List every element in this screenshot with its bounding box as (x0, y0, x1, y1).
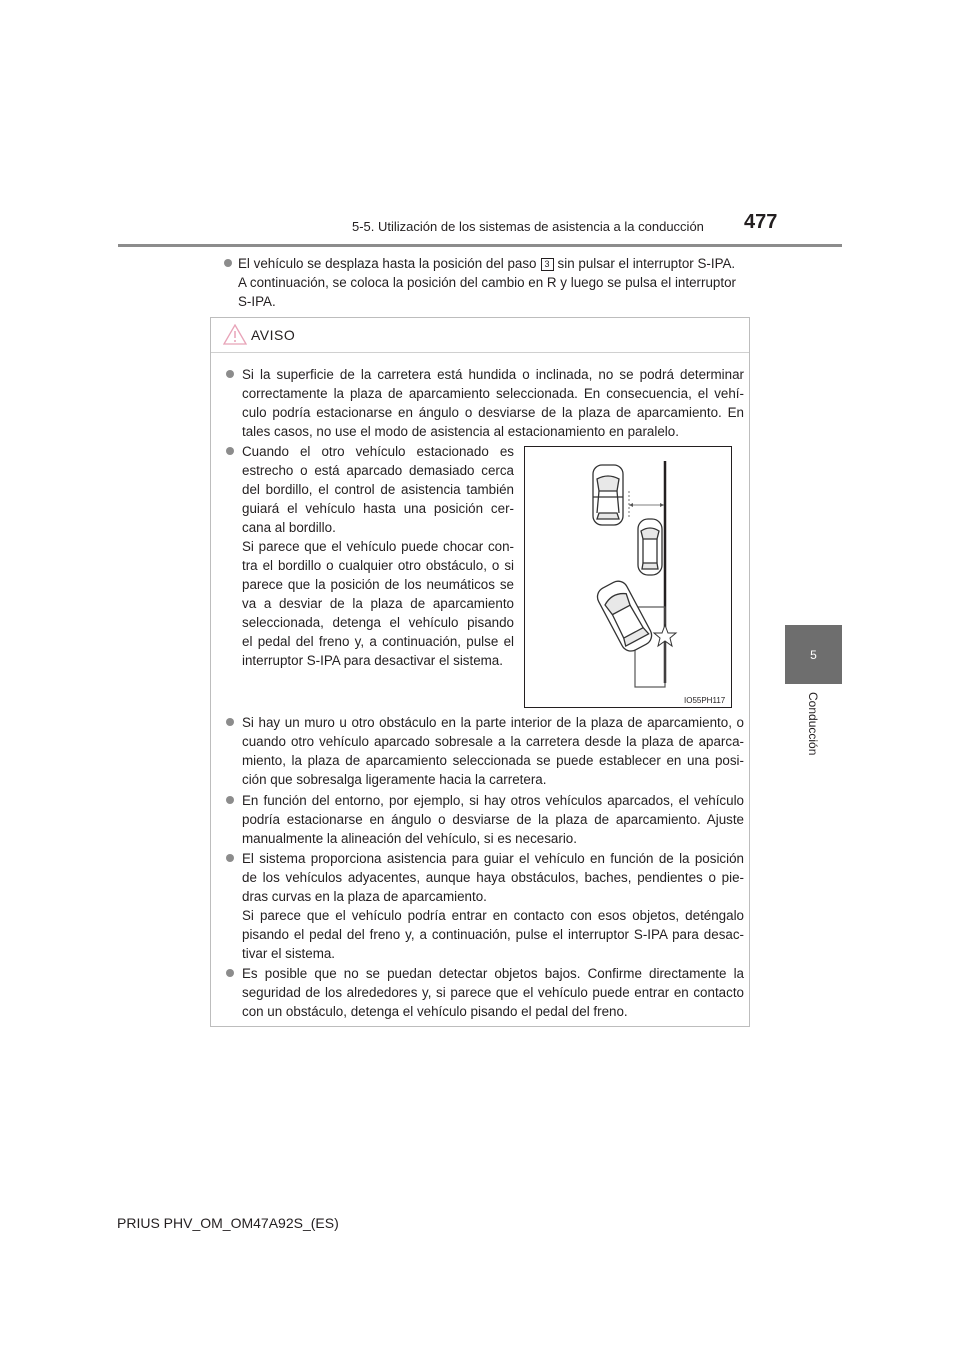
bullet-icon (226, 370, 234, 378)
warning-item-4 (226, 791, 744, 848)
step-number-badge: 3 (541, 258, 554, 271)
intro-line1 (238, 256, 735, 271)
text-line: seleccionada, detenga el vehículo pisando (242, 615, 514, 630)
parked-car-top (593, 465, 623, 525)
warning-header (211, 318, 749, 353)
document-id: PRIUS PHV_OM_OM47A92S_(ES) (117, 1215, 339, 1231)
parked-car-small (638, 519, 662, 575)
text-line: ción que sobresalga ligeramente hacia la carretera. (242, 772, 547, 787)
warning-item-2 (226, 442, 514, 670)
intro-text-b: sin pulsar el interruptor S-IPA. (557, 256, 736, 271)
parking-diagram (524, 446, 732, 708)
text-line: El sistema proporciona asistencia para guiar el vehículo en función de la posición (242, 851, 744, 866)
bullet-icon (226, 718, 234, 726)
text-line: correctamente la plaza de aparcamiento seleccionada. En consecuencia, el vehí- (242, 386, 744, 401)
text-line: parece que la posición de los neumáticos se (242, 577, 514, 592)
parking-illustration (525, 447, 731, 707)
warning-triangle-icon (223, 324, 247, 350)
chapter-tab (785, 625, 842, 684)
text-line: culo podría estacionarse en ángulo o desviarse de la plaza de aparcamiento. En (242, 405, 744, 420)
text-line: Si parece que el vehículo puede chocar con- (242, 539, 514, 554)
arrow-head (629, 503, 633, 507)
bullet-icon (226, 447, 234, 455)
intro-paragraph (224, 254, 762, 311)
chapter-label: Conducción (806, 692, 820, 756)
text-line: pisando el pedal del freno y, a continuación, pulse el interruptor S-IPA para desac- (242, 927, 744, 942)
text-line: Cuando el otro vehículo estacionado es (242, 444, 514, 459)
chapter-number: 5 (810, 647, 817, 662)
text-line: Si la superficie de la carretera está hundida o inclinada, no se podrá determinar (242, 367, 744, 382)
text-line: de los vehículos adyacentes, aunque haya obstáculos, baches, pendientes o pie- (242, 870, 744, 885)
text-line: manualmente la alineación del vehículo, si es necesario. (242, 831, 577, 846)
text-line: interruptor S-IPA para desactivar el sistema. (242, 653, 503, 668)
text-line: tivar el sistema. (242, 946, 336, 961)
text-line: guiará el vehículo hasta una posición cer- (242, 501, 514, 516)
text-line: Si parece que el vehículo podría entrar en contacto con esos objetos, deténgalo (242, 908, 744, 923)
arrow-head (660, 503, 664, 507)
maneuvering-car (594, 578, 655, 655)
warning-item-6 (226, 964, 744, 1021)
text-line: cuando otro vehículo aparcado sobresale a la carretera desde la plaza de aparca- (242, 734, 744, 749)
text-line: Si hay un muro u otro obstáculo en la parte interior de la plaza de aparcamiento, o (242, 715, 744, 730)
intro-line2: A continuación, se coloca la posición del cambio en R y luego se pulsa el interruptor (238, 275, 736, 290)
text-line: tra el bordillo o cualquier otro obstáculo, o si (242, 558, 514, 573)
text-line: tales casos, no use el modo de asistencia al estacionamiento en paralelo. (242, 424, 679, 439)
figure-code: IO55PH117 (684, 696, 726, 705)
header-divider (118, 244, 842, 247)
intro-text-a: El vehículo se desplaza hasta la posición del paso (238, 256, 537, 271)
page-number: 477 (744, 211, 778, 233)
bullet-icon (224, 259, 232, 267)
bullet-icon (226, 969, 234, 977)
text-line: miento, la plaza de aparcamiento seleccionada se puede establecer en una posi- (242, 753, 744, 768)
text-line: seguridad de los alrededores y, si parece que el vehículo puede entrar en contacto (242, 985, 744, 1000)
text-line: cana al bordillo. (242, 520, 336, 535)
text-line: con un obstáculo, detenga el vehículo pisando el pedal del freno. (242, 1004, 628, 1019)
bullet-icon (226, 854, 234, 862)
text-line: del bordillo, el control de asistencia también (242, 482, 514, 497)
text-line: En función del entorno, por ejemplo, si hay otros vehículos aparcados, el vehículo (242, 793, 744, 808)
text-line: estrecho o está aparcado demasiado cerca (242, 463, 514, 478)
text-line: Es posible que no se puedan detectar objetos bajos. Confirme directamente la (242, 966, 744, 981)
section-title: 5-5. Utilización de los sistemas de asistencia a la conducción (352, 219, 704, 234)
text-line: dras curvas en la plaza de aparcamiento. (242, 889, 487, 904)
warning-item-3 (226, 713, 744, 789)
text-line: el pedal del freno y, a continuación, pulse el (242, 634, 514, 649)
intro-line3: S-IPA. (238, 294, 276, 309)
warning-item-1 (226, 365, 744, 441)
warning-item-5 (226, 849, 744, 963)
bullet-icon (226, 796, 234, 804)
text-line: va a desviar de la plaza de aparcamiento (242, 596, 514, 611)
text-line: podría estacionarse en ángulo o desviarse de la plaza de aparcamiento. Ajuste (242, 812, 744, 827)
warning-title: AVISO (251, 327, 296, 343)
